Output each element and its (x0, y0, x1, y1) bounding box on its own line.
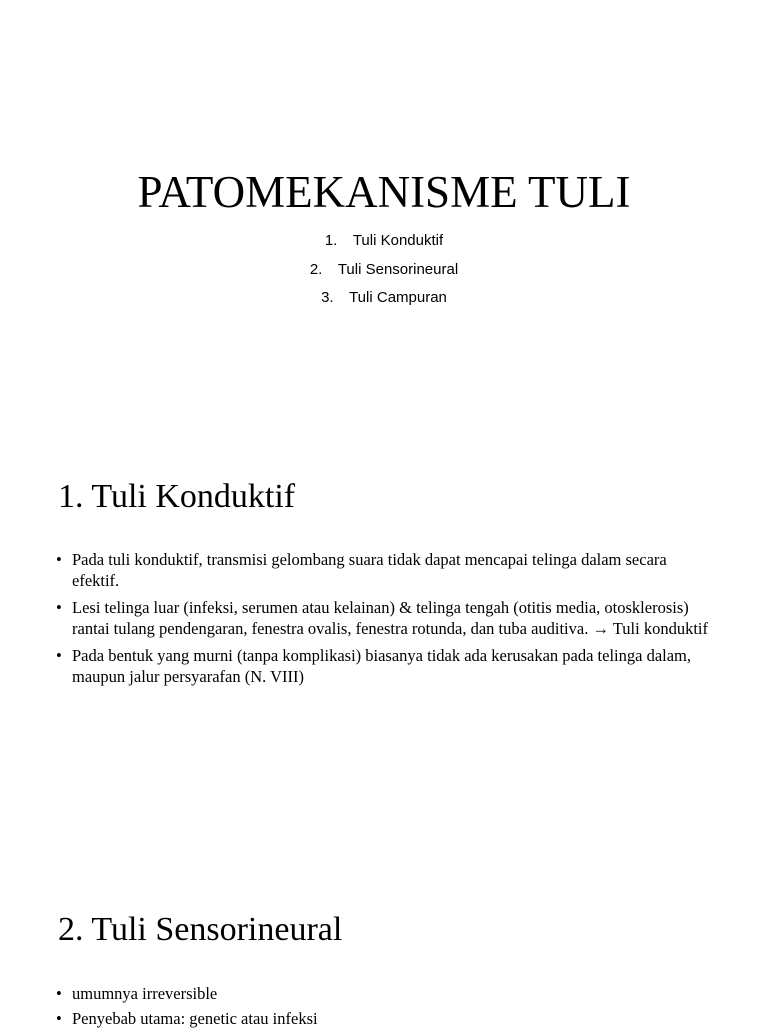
bullet-list (56, 984, 716, 1033)
title-slide (0, 0, 768, 432)
list-item-number: 1. (324, 232, 338, 249)
subtitle-list (0, 229, 768, 315)
bullet-text: Pada bentuk yang murni (tanpa komplikasi) biasanya tidak ada kerusakan pada telinga dalam, maupun jalur persyarafan (N. VIII) (72, 646, 692, 686)
section-slide-sensorineural (0, 864, 768, 1028)
section-slide-konduktif (0, 432, 768, 864)
bullet-item (56, 646, 716, 687)
section-title: 1. Tuli Konduktif (58, 478, 296, 515)
bullet-item (56, 984, 716, 1005)
bullet-list (56, 550, 716, 694)
bullet-item (56, 598, 716, 639)
bullet-icon: • (56, 598, 62, 617)
page-title: PATOMEKANISME TULI (137, 167, 631, 217)
bullet-icon: • (56, 1008, 62, 1028)
bullet-icon: • (56, 984, 62, 1003)
list-item-number: 2. (309, 260, 323, 278)
list-item-number: 3. (321, 289, 334, 306)
bullet-item (56, 1009, 716, 1030)
bullet-item (56, 550, 716, 591)
list-item (0, 229, 768, 258)
list-item (0, 258, 768, 287)
bullet-icon: • (56, 646, 62, 665)
bullet-text: Lesi telinga luar (infeksi, serumen atau kelainan) & telinga tengah (otitis media, otosklerosis) rantai tulang pendengaran, fenestra ovalis, fenestra rotunda, dan tuba auditiva. → Tuli konduktif (72, 598, 708, 638)
bullet-text: Pada tuli konduktif, transmisi gelombang suara tidak dapat mencapai telinga dalam secara efektif. (72, 550, 667, 590)
bullet-icon: • (56, 550, 62, 569)
list-item-label: Tuli Konduktif (352, 232, 444, 249)
bullet-text: Penyebab utama: genetic atau infeksi (72, 1008, 318, 1028)
list-item (0, 286, 768, 315)
list-item-label: Tuli Sensorineural (337, 260, 459, 278)
bullet-text: umumnya irreversible (72, 984, 218, 1003)
section-title: 2. Tuli Sensorineural (58, 911, 343, 948)
list-item-label: Tuli Campuran (349, 289, 447, 306)
